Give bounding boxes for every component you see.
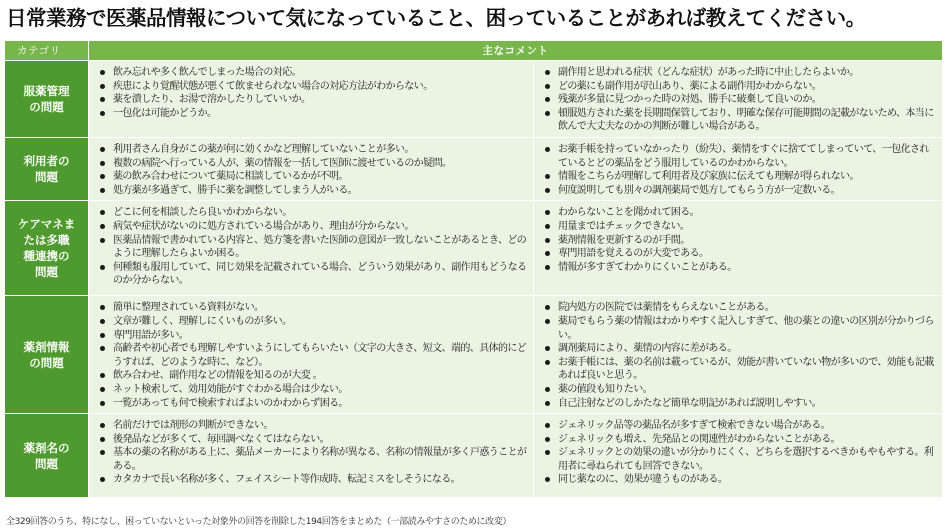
bullet-icon [545, 238, 550, 243]
comment-text: 利用者さん自身がこの薬が何に効くかなど理解していないことが多い。 [113, 143, 414, 155]
comment-text: 薬の飲み合わせについて薬局に相談しているかが不明。 [113, 171, 348, 183]
comment-text: わからないことを聞かれて困る。 [558, 207, 699, 219]
comment-text: 頓服処方された薬を長期間保管しており、明確な保存可能期間の記載がないため、本当に飲んで大丈夫なのかの判断が難しい場合がある。 [558, 107, 934, 133]
comment-item [97, 301, 529, 315]
bullet-icon [100, 147, 105, 152]
comment-list [542, 143, 938, 197]
bullet-icon [545, 401, 550, 406]
comment-text: 一覧があっても何で検索すればよいのかわからず困る。 [113, 397, 348, 409]
category-label: 薬剤名の 問題 [5, 414, 89, 498]
bullet-icon [545, 70, 550, 75]
comments-left-column [89, 201, 534, 296]
bullet-icon [100, 346, 105, 351]
comment-item [97, 220, 529, 234]
comment-item [97, 184, 529, 198]
comment-item [97, 170, 529, 184]
comment-item [542, 184, 938, 198]
bullet-icon [545, 147, 550, 152]
comment-item [542, 143, 938, 170]
comment-item [542, 473, 938, 487]
comment-text: 用量まではチェックできない。 [558, 220, 690, 232]
comment-text: 同じ薬なのに、効果が違うものがある。 [558, 474, 728, 486]
comment-text: 一包化は可能かどうか。 [113, 107, 217, 119]
bullet-icon [100, 305, 105, 310]
comment-item [542, 220, 938, 234]
bullet-icon [545, 251, 550, 256]
bullet-icon [545, 423, 550, 428]
bullet-icon [100, 401, 105, 406]
comment-text: 情報をこちらが理解して利用者及び家族に伝えても理解が得られない。 [558, 171, 859, 183]
comment-text: 飲み忘れや多く飲んでしまった場合の対応。 [113, 67, 301, 78]
comment-text: 薬の値段も知りたい。 [558, 383, 652, 395]
comment-list [97, 419, 529, 487]
comment-item [97, 93, 529, 107]
comment-item [97, 261, 529, 288]
bullet-icon [545, 360, 550, 365]
comment-item [542, 107, 938, 134]
comment-item [542, 206, 938, 220]
comment-text: 何度説明しても別々の調剤薬局で処方してもらう方が一定数いる。 [558, 184, 840, 196]
comment-list [97, 143, 529, 197]
comment-text: 専門用語を覚えるのが大変である。 [558, 248, 709, 260]
comment-item [542, 397, 938, 411]
bullet-icon [100, 188, 105, 193]
comment-item [97, 157, 529, 171]
comment-item [97, 329, 529, 343]
bullet-icon [100, 319, 105, 324]
comment-item [97, 342, 529, 369]
bullet-icon [545, 174, 550, 179]
bullet-icon [545, 224, 550, 229]
bullet-icon [545, 450, 550, 455]
bullet-icon [545, 319, 550, 324]
comment-text: 薬剤情報を更新するのが手間。 [558, 234, 690, 246]
bullet-icon [100, 423, 105, 428]
comment-item [97, 234, 529, 261]
comment-text: どこに何を相談したら良いかわからない。 [113, 207, 292, 219]
comment-text: 副作用と思われる症状（どんな症状）があった時に中止したらよいか。 [558, 67, 859, 78]
comment-text: 処方薬が多過ぎて、勝手に薬を調整してしまう人がいる。 [113, 184, 358, 196]
comment-text: 複数の病院へ行っている人が、薬の情報を一括して医師に渡せているのか疑問。 [113, 157, 452, 169]
comment-item [97, 315, 529, 329]
bullet-icon [545, 265, 550, 270]
comment-text: 自己注射などのしかたなど簡単な明記があれば説明しやすい。 [558, 397, 822, 409]
comment-text: ジェネリック品等の薬品名が多すぎて検索できない場合がある。 [558, 420, 830, 432]
comment-list [97, 301, 529, 410]
bullet-icon [100, 161, 105, 166]
comment-text: 調剤薬局により、薬情の内容に差がある。 [558, 343, 737, 355]
comment-text: カタカナで長い名称が多く、フェイスシート等作成時、転記ミスをしそうになる。 [113, 474, 460, 486]
bullet-icon [545, 437, 550, 442]
category-label: 薬剤情報 の問題 [5, 296, 89, 414]
category-label: 服薬管理 の問題 [5, 61, 89, 138]
footnote: 全329回答のうち、特になし、困っていないといった対象外の回答を削除した194回答をまとめた（一部読みやすさのために改変） [6, 517, 511, 527]
comment-item [542, 247, 938, 261]
bullet-icon [100, 224, 105, 229]
comment-text: ジェネリックとの効果の違いが分かりにくく、どちらを選択するべきかもやもやする。利用者に尋ねられても回答できない。 [558, 447, 934, 472]
comment-item [97, 107, 529, 121]
bullet-icon [545, 97, 550, 102]
comment-text: 高齢者や初心者でも理解しやすいようにしてもらいたい（文字の大きさ、短文、端的、具体的にどうすれば、どのような時に、など）。 [113, 343, 527, 368]
bullet-icon [545, 477, 550, 482]
bullet-icon [545, 84, 550, 89]
comment-text: 簡単に整理されている資料がない。 [113, 302, 264, 314]
comment-item [542, 93, 938, 107]
comments-right-column [534, 137, 943, 200]
comment-text: どの薬にも副作用が沢山あり、薬による副作用かわからない。 [558, 80, 822, 92]
comment-item [542, 261, 938, 275]
comment-text: 専門用語が多い。 [113, 329, 189, 341]
bullet-icon [100, 238, 105, 243]
comment-item [97, 143, 529, 157]
bullet-icon [100, 97, 105, 102]
comment-item [97, 383, 529, 397]
comment-text: 名前だけでは剤形の判断ができない。 [113, 420, 273, 432]
comment-text: 何種類も服用していて、同じ効果を記載されている場合、どういう効果があり、副作用もどうなるのか分からない。 [113, 261, 527, 287]
comment-item [542, 356, 938, 383]
bullet-icon [545, 111, 550, 116]
bullet-icon [100, 265, 105, 270]
comments-right-column [534, 414, 943, 498]
table-row [5, 137, 943, 200]
comment-text: ネット検索して、効用効能がすぐわかる場合は少ない。 [113, 383, 348, 395]
bullet-icon [100, 111, 105, 116]
bullet-icon [100, 210, 105, 215]
bullet-icon [100, 450, 105, 455]
comment-item [97, 473, 529, 487]
bullet-icon [100, 437, 105, 442]
comment-text: お薬手帳には、薬の名前は載っているが、効能が書いていない物が多いので、効能も記載あれば良いと思う。 [558, 356, 934, 382]
comment-text: 文章が難しく、理解しにくいものが多い。 [113, 315, 292, 327]
category-label: ケアマネま たは多職 種連携の 問題 [5, 201, 89, 296]
comments-right-column [534, 61, 943, 138]
comment-text: 病気や症状がないのに処方されている場合があり、理由が分からない。 [113, 220, 414, 232]
comment-item [542, 80, 938, 94]
comments-right-column [534, 201, 943, 296]
bullet-icon [545, 305, 550, 310]
comment-item [97, 369, 529, 383]
comment-text: 後発品などが多くて、毎回調べなくてはならない。 [113, 433, 329, 445]
comments-left-column [89, 296, 534, 414]
comment-item [97, 446, 529, 473]
comment-text: お薬手帳を持っていなかったり（紛失）、薬情をすぐに捨ててしまっていて、一包化されているとどの薬品をどう服用しているのかわからない。 [558, 143, 929, 169]
table-row [5, 414, 943, 498]
comment-list [97, 206, 529, 288]
comment-text: 薬を潰したり、お湯で溶かしたりしていいか。 [113, 94, 311, 106]
comment-item [542, 66, 938, 80]
comment-list [542, 66, 938, 134]
comments-left-column [89, 414, 534, 498]
bullet-icon [545, 346, 550, 351]
comments-left-column [89, 61, 534, 138]
comment-item [97, 419, 529, 433]
comments-left-column [89, 137, 534, 200]
table-row [5, 296, 943, 414]
comment-text: 疾患により覚醒状態が悪くて飲ませられない場合の対応方法がわからない。 [113, 80, 433, 92]
comment-list [97, 66, 529, 120]
comment-item [542, 315, 938, 342]
comment-item [542, 433, 938, 447]
comments-table [4, 40, 943, 498]
comment-item [542, 234, 938, 248]
comment-list [542, 206, 938, 274]
comment-item [542, 170, 938, 184]
comment-text: 院内処方の医院では薬情をもらえないことがある。 [558, 302, 775, 314]
table-header-row [5, 41, 943, 61]
comment-item [542, 301, 938, 315]
bullet-icon [545, 210, 550, 215]
comment-text: 基本の薬の名称がある上に、薬品メーカーにより名称が異なる、名称の情報量が多く戸惑うことがある。 [113, 447, 527, 472]
comments-right-column [534, 296, 943, 414]
comment-item [97, 66, 529, 80]
comment-list [542, 301, 938, 410]
table-row [5, 61, 943, 138]
comment-item [542, 419, 938, 433]
comment-item [542, 342, 938, 356]
bullet-icon [100, 477, 105, 482]
bullet-icon [545, 387, 550, 392]
category-column-header: カテゴリ [5, 41, 89, 61]
comment-list [542, 419, 938, 487]
comments-column-header: 主なコメント [89, 41, 943, 61]
comment-text: 飲み合わせ、副作用などの情報を知るのが大変 。 [113, 370, 323, 382]
comment-text: 医薬品情報で書かれている内容と、処方箋を書いた医師の意図が一致しないことがあるとき、どのように理解したらよいか困る。 [113, 234, 527, 260]
comment-text: 薬局でもらう薬の情報はわかりやすく記入しすぎて、他の薬との違いの区別が分かりづらい。 [558, 315, 934, 341]
page-title: 日常業務で医薬品情報について気になっていること、困っていることがあれば教えてください。 [6, 6, 866, 30]
bullet-icon [100, 70, 105, 75]
comment-text: 情報が多すぎてわかりにくいことがある。 [558, 261, 737, 273]
comment-item [542, 383, 938, 397]
comment-text: 残薬が多量に見つかった時の対処、勝手に破棄して良いのか。 [558, 94, 822, 106]
bullet-icon [100, 333, 105, 338]
comment-item [97, 80, 529, 94]
comment-item [542, 446, 938, 473]
bullet-icon [100, 373, 105, 378]
category-label: 利用者の 問題 [5, 137, 89, 200]
table-row [5, 201, 943, 296]
bullet-icon [100, 174, 105, 179]
bullet-icon [545, 188, 550, 193]
comment-item [97, 433, 529, 447]
comment-item [97, 206, 529, 220]
table-body [5, 61, 943, 498]
comment-item [97, 397, 529, 411]
bullet-icon [100, 387, 105, 392]
comment-text: ジェネリックも増え、先発品との関連性がわからないことがある。 [558, 433, 840, 445]
bullet-icon [100, 84, 105, 89]
